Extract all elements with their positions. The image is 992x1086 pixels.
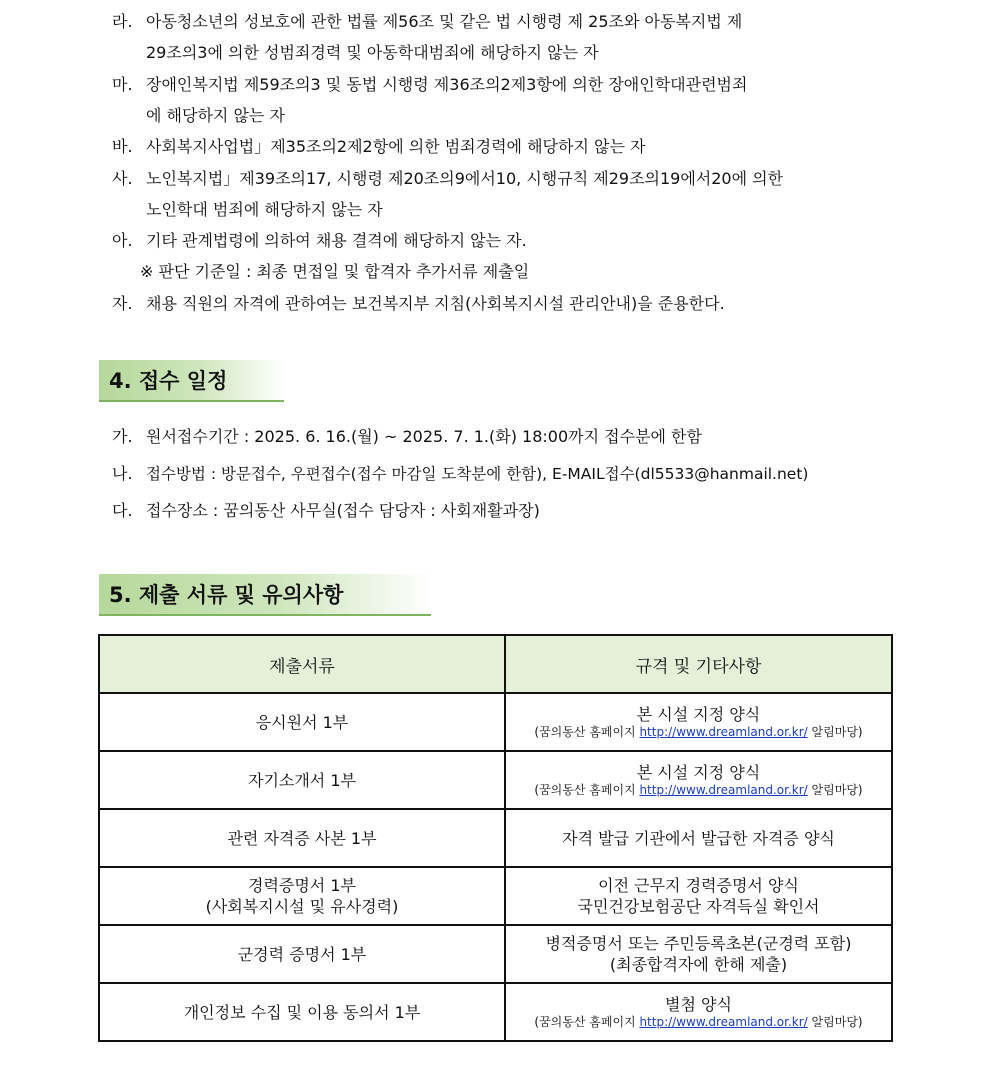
doc-name: 응시원서 1부 xyxy=(255,712,349,732)
spec-cell xyxy=(505,983,892,1041)
doc-cell xyxy=(99,925,505,983)
doc-subtext: (사회복지시설 및 유사경력) xyxy=(205,897,399,916)
spec-cell xyxy=(505,693,892,751)
homepage-note: (꿈의동산 홈페이지 http://www.dreamland.or.kr/ 알림마당) xyxy=(534,725,863,739)
table-row xyxy=(99,867,892,925)
table-header-row xyxy=(99,635,892,693)
item-marker: 다. xyxy=(112,501,133,520)
item-text: 에 해당하지 않는 자 xyxy=(146,106,285,125)
doc-cell xyxy=(99,983,505,1041)
homepage-note: (꿈의동산 홈페이지 http://www.dreamland.or.kr/ 알림마당) xyxy=(534,1015,863,1029)
section-4-heading: 4. 접수 일정 xyxy=(99,360,284,402)
doc-cell xyxy=(99,751,505,809)
spec-text: 국민건강보험공단 자격득실 확인서 xyxy=(577,897,820,916)
item-marker: 자. xyxy=(112,294,133,313)
documents-table xyxy=(98,634,893,1042)
homepage-note: (꿈의동산 홈페이지 http://www.dreamland.or.kr/ 알림마당) xyxy=(534,783,863,797)
spec-cell xyxy=(505,925,892,983)
item-text: 사회복지사업법」제35조의2제2항에 의한 범죄경력에 해당하지 않는 자 xyxy=(146,137,646,156)
table-row xyxy=(99,925,892,983)
column-header: 규격 및 기타사항 xyxy=(505,635,892,693)
item-marker: 가. xyxy=(112,427,133,446)
homepage-link[interactable]: http://www.dreamland.or.kr/ xyxy=(639,1015,808,1029)
item-marker: 사. xyxy=(112,169,133,188)
spec-cell xyxy=(505,809,892,867)
item-text: 노인학대 범죄에 해당하지 않는 자 xyxy=(146,200,383,219)
doc-name: 자기소개서 1부 xyxy=(247,770,356,790)
doc-cell xyxy=(99,693,505,751)
spec-text: 본 시설 지정 양식 xyxy=(636,705,761,724)
spec-cell xyxy=(505,867,892,925)
table-row xyxy=(99,751,892,809)
spec-text: 별첨 양식 xyxy=(665,995,732,1014)
doc-name: 군경력 증명서 1부 xyxy=(237,944,367,964)
doc-cell xyxy=(99,867,505,925)
note-text: ※ 판단 기준일 : 최종 면접일 및 합격자 추가서류 제출일 xyxy=(140,262,530,281)
item-marker: 아. xyxy=(112,231,133,250)
homepage-link[interactable]: http://www.dreamland.or.kr/ xyxy=(639,783,808,797)
table-row xyxy=(99,693,892,751)
item-text: 29조의3에 의한 성범죄경력 및 아동학대범죄에 해당하지 않는 자 xyxy=(146,43,599,62)
doc-name: 개인정보 수집 및 이용 동의서 1부 xyxy=(183,1002,421,1022)
homepage-link[interactable]: http://www.dreamland.or.kr/ xyxy=(639,725,808,739)
item-text: 채용 직원의 자격에 관하여는 보건복지부 지침(사회복지시설 관리안내)을 준용한다. xyxy=(146,294,725,313)
doc-cell xyxy=(99,809,505,867)
spec-text: 본 시설 지정 양식 xyxy=(636,763,761,782)
item-text: 원서접수기간 : 2025. 6. 16.(월) ~ 2025. 7. 1.(화) 18:00까지 접수분에 한함 xyxy=(146,427,702,446)
spec-text: 이전 근무지 경력증명서 양식 xyxy=(598,876,799,895)
item-marker: 나. xyxy=(112,464,133,483)
item-marker: 마. xyxy=(112,75,133,94)
item-text: 노인복지법」제39조의17, 시행령 제20조의9에서10, 시행규칙 제29조의19에서20에 의한 xyxy=(146,169,784,188)
doc-name: 관련 자격증 사본 1부 xyxy=(227,828,377,848)
item-text: 접수방법 : 방문접수, 우편접수(접수 마감일 도착분에 한함), E-MAIL접수(dl5533@hanmail.net) xyxy=(146,465,809,483)
spec-cell xyxy=(505,751,892,809)
item-text: 기타 관계법령에 의하여 채용 결격에 해당하지 않는 자. xyxy=(146,231,527,250)
spec-text: 자격 발급 기관에서 발급한 자격증 양식 xyxy=(562,828,835,848)
item-text: 접수장소 : 꿈의동산 사무실(접수 담당자 : 사회재활과장) xyxy=(146,501,540,520)
item-marker: 바. xyxy=(112,137,133,156)
item-marker: 라. xyxy=(112,12,133,31)
section-5-heading: 5. 제출 서류 및 유의사항 xyxy=(99,574,431,616)
item-text: 장애인복지법 제59조의3 및 동법 시행령 제36조의2제3항에 의한 장애인학대관련범죄 xyxy=(146,75,748,94)
spec-text: (최종합격자에 한해 제출) xyxy=(609,955,788,974)
doc-name: 경력증명서 1부 xyxy=(247,876,356,895)
item-text: 아동청소년의 성보호에 관한 법률 제56조 및 같은 법 시행령 제 25조와 아동복지법 제 xyxy=(146,12,743,31)
column-header: 제출서류 xyxy=(99,635,505,693)
table-row xyxy=(99,983,892,1041)
spec-text: 병적증명서 또는 주민등록초본(군경력 포함) xyxy=(545,934,852,953)
table-row xyxy=(99,809,892,867)
